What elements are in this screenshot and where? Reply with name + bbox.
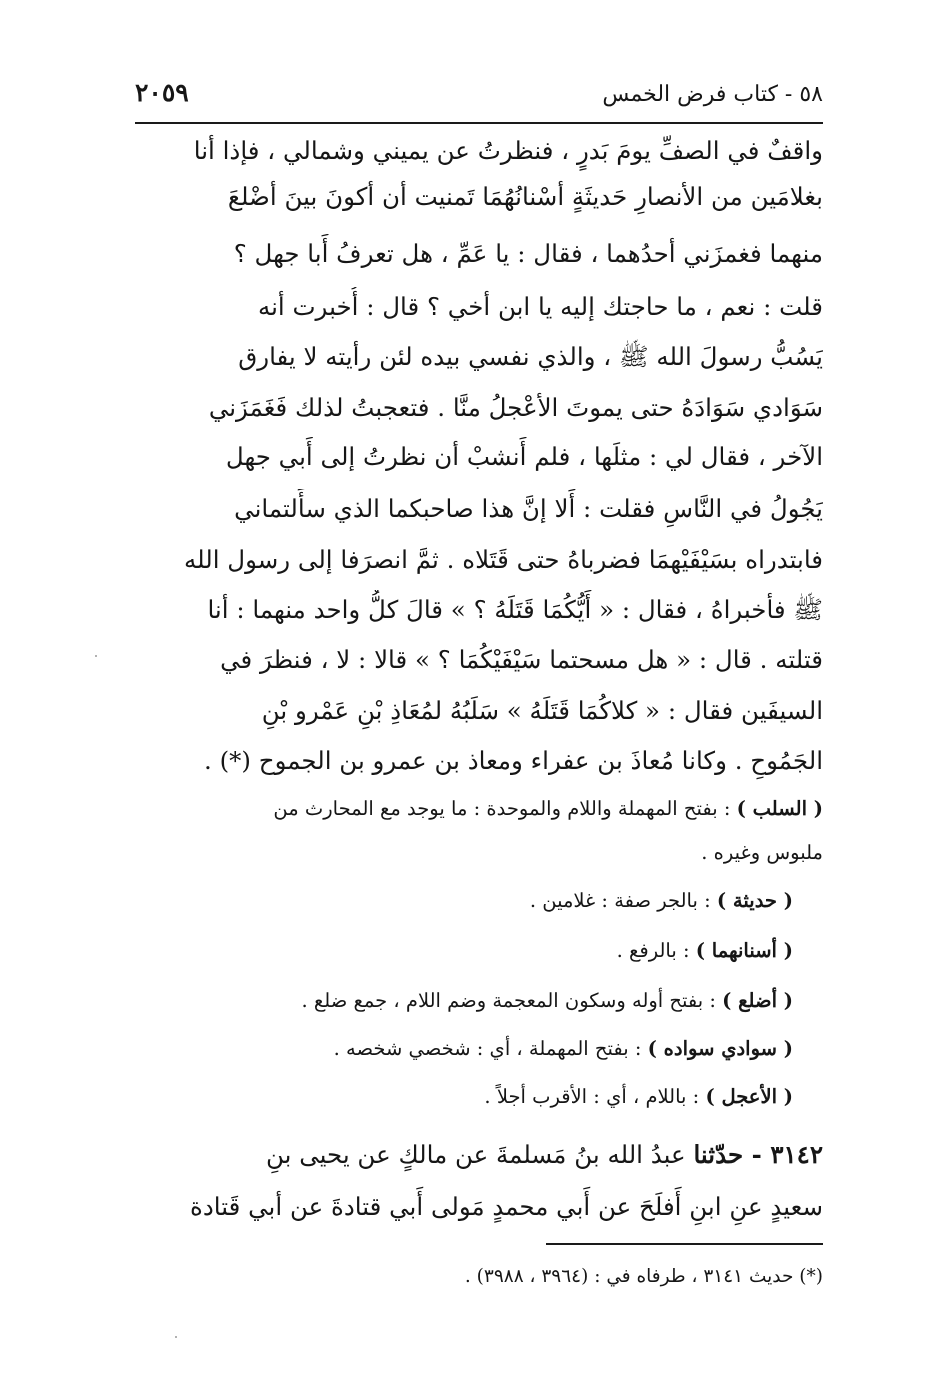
running-head: ٥٨ - كتاب فرض الخمس xyxy=(602,82,823,107)
header-rule xyxy=(135,122,823,124)
text-line: سَوَادي سَوَادَهُ حتى يموتَ الأعْجلُ منَّا . فتعجبتُ لذلك فَغَمَزَني xyxy=(208,393,823,422)
text-line: قتلته . قال : « هل مسحتما سَيْفَيْكُمَا ؟ » قالا : لا ، فنظرَ في xyxy=(220,645,823,674)
gloss-line xyxy=(135,983,823,1019)
gloss-text: ملبوس وغيره . xyxy=(701,841,823,864)
gloss-line xyxy=(135,835,823,871)
footnote-rule xyxy=(546,1243,823,1245)
gloss-text: : بالجر صفة : غلامين . xyxy=(529,889,717,912)
text-line: الآخر ، فقال لي : مثلَها ، فلم أَنشبْ أن نظرتُ إلى أَبي جهل xyxy=(225,442,823,471)
gloss-text: : بفتح المهملة واللام والموحدة : ما يوجد مع المحارث من xyxy=(273,797,737,820)
scan-speck xyxy=(175,1336,177,1338)
text-line: الجَمُوحِ . وكانا مُعاذَ بن عفراء ومعاذ بن عمرو بن الجموح (*) . xyxy=(204,746,823,775)
gloss-text: : باللام ، أي : الأقرب أجلاً . xyxy=(484,1085,706,1108)
text-line: ﷺ فأخبراهُ ، فقال : « أَيُّكُمَا قَتَلَهُ ؟ » قالَ كلُّ واحد منهما : أنا xyxy=(207,595,823,624)
hadith-number: ٣١٤٢ - حدّثنا xyxy=(693,1140,823,1169)
gloss-term: ( سوادي سواده ) xyxy=(647,1037,793,1060)
text-line: فابتدراه بسَيْفَيْهمَا فضرباهُ حتى قَتَلاه . ثمَّ انصرَفا إلى رسول الله xyxy=(184,545,823,574)
hadith-line xyxy=(135,1134,823,1176)
gloss-term: ( الأعجل ) xyxy=(705,1085,793,1108)
gloss-line xyxy=(135,933,823,969)
gloss-term: ( أسنانهما ) xyxy=(695,939,793,962)
text-line: قلت : نعم ، ما حاجتك إليه يا ابن أخي ؟ قال : أُخبرت أنه xyxy=(257,292,823,321)
text-line: يَسُبُّ رسولَ الله ﷺ ، والذي نفسي بيده لئن رأيته لا يفارق xyxy=(238,342,823,371)
hadith-line: سعيدٍ عنِ ابنِ أَفلَحَ عن أَبي محمدٍ مَولى أَبي قتادةَ عن أبي قَتادة xyxy=(190,1192,823,1221)
page-header xyxy=(135,78,823,118)
gloss-line xyxy=(135,791,823,827)
gloss-line xyxy=(135,1031,823,1067)
page-number: ٢٠٥٩ xyxy=(135,78,189,107)
gloss-text: : بفتح أوله وسكون المعجمة وضم اللام ، جمع ضلع . xyxy=(301,989,723,1012)
text-line: واقفٌ في الصفِّ يومَ بَدرٍ ، فنظرتُ عن يميني وشمالي ، فإذا أنا xyxy=(193,136,823,165)
gloss-line xyxy=(135,883,823,919)
footnote: (*) حديث ٣١٤١ ، طرفاه في : (٣٩٦٤ ، ٣٩٨٨) . xyxy=(464,1266,823,1287)
text-line: بغلامَين من الأنصارِ حَديثَةٍ أسْنانُهُمَا تَمنيت أن أكونَ بينَ أضْلعَ xyxy=(227,182,823,211)
text-line: السيفَين فقال : « كلاكُمَا قَتَلَهُ » سَلَبُهُ لمُعَاذِ بْنِ عَمْرو بْنِ xyxy=(261,696,823,725)
gloss-term: ( أضلع ) xyxy=(722,989,793,1012)
gloss-term: ( حديثة ) xyxy=(716,889,793,912)
gloss-line xyxy=(135,1079,823,1115)
gloss-text: : بفتح المهملة ، أي : شخصي شخصه . xyxy=(333,1037,648,1060)
text-line: يَجُولُ في النَّاسِ فقلت : أَلا إنَّ هذا صاحبكما الذي سأَلتماني xyxy=(234,494,823,523)
scan-speck xyxy=(95,655,97,657)
text-line: منهما فغمزَني أحدُهما ، فقال : يا عَمِّ ، هل تعرفُ أَبا جهل ؟ xyxy=(233,239,823,268)
gloss-text: : بالرفع . xyxy=(616,939,696,962)
gloss-term: ( السلب ) xyxy=(736,797,823,820)
hadith-text: عبدُ الله بنُ مَسلمةَ عن مالكٍ عن يحيى بنِ xyxy=(265,1140,694,1169)
